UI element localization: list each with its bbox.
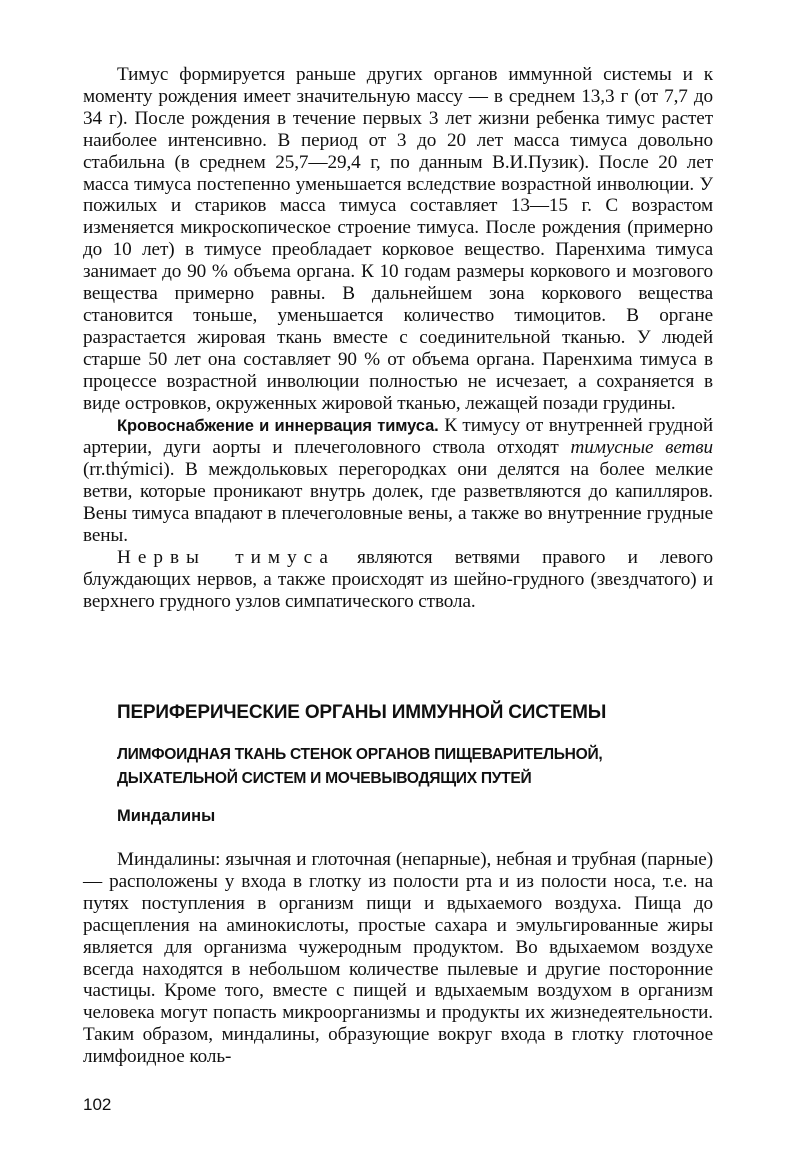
paragraph-thymus-age-changes: Тимус формируется раньше других органов иммунной системы и к моменту рождения имеет значительную массу — в среднем 13,3 г (от 7,7 до 34 г). После рождения в течение первых 3 лет жизни ребенка тимус растет наиболее интенсивно. В период от 3 до 20 лет масса тимуса довольно стабильна (в среднем 25,7—29,4 г, по данным В.И.Пузик). После 20 лет масса тимуса постепенно уменьшается вследствие возрастной инволюции. У пожилых и стариков масса тимуса составляет 13—15 г. С возрастом изменяется микроскопическое строение тимуса. После рождения (примерно до 10 лет) в тимусе преобладает корковое вещество. Паренхима тимуса занимает до 90 % объема органа. К 10 годам размеры коркового и мозгового вещества примерно равны. В дальнейшем зона коркового вещества становится тоньше, уменьшается количество тимоцитов. В органе разрастается жировая ткань вместе с соединительной тканью. У людей старше 50 лет она составляет 90 % от объема органа. Паренхима тимуса в процессе возрастной инволюции полностью не исчезает, а сохраняется в виде островков, окруженных жировой тканью, лежащей позади грудины. [83, 64, 713, 414]
page-number: 102 [83, 1095, 112, 1114]
text-segment: К тимусу от внутренней грудной артерии, дуги аорты и плечеголовного ствола отходят [83, 414, 713, 459]
italic-term: тимусные ветви [570, 437, 714, 459]
spaced-term: Нервы тимуса [117, 546, 335, 568]
section-heading [117, 743, 602, 791]
inline-heading-blood-supply: Кровоснабжение и иннервация тимуса. [117, 416, 439, 435]
paragraph-thymus-blood-supply [83, 415, 713, 547]
section-heading-line: ДЫХАТЕЛЬНОЙ СИСТЕМ И МОЧЕВЫВОДЯЩИХ ПУТЕЙ [117, 770, 532, 787]
paragraph-tonsils: Миндалины: язычная и глоточная (непарные), небная и трубная (парные) — расположены у входа в глотку из полости рта и из полости носа, т.е. на путях поступления в организм пищи и вдыхаемого воздуха. Пища до расщепления на аминокислоты, простые сахара и эмульгированные жиры является для организма чужеродным продуктом. Во вдыхаемом воздухе всегда находятся в небольшом количестве пылевые и другие посторонние частицы. Кроме того, вместе с пищей и вдыхаемым воздухом в организм человека могут попасть микроорганизмы и продукты их жизнедеятельности. Таким образом, миндалины, образующие вокруг входа в глотку глоточное лимфоидное коль- [83, 849, 713, 1068]
thymus-text-block [83, 64, 713, 613]
text-segment: (rr.thýmici). В междольковых перегородках они делятся на более мелкие ветви, которые проникают внутрь долек, где разветвляются до капилляров. Вены тимуса впадают в плечеголовные вены, а также во внутренние грудные вены. [83, 459, 713, 547]
section-heading-line: ЛИМФОИДНАЯ ТКАНЬ СТЕНОК ОРГАНОВ ПИЩЕВАРИТЕЛЬНОЙ, [117, 746, 603, 763]
chapter-heading: ПЕРИФЕРИЧЕСКИЕ ОРГАНЫ ИММУННОЙ СИСТЕМЫ [117, 702, 607, 723]
tonsils-text-block [83, 849, 713, 1068]
text-segment: являются ветвями правого и левого блуждающих нервов, а также происходят из шейно-грудного (звездчатого) и верхнего грудного узлов симпатического ствола. [83, 546, 714, 612]
paragraph-thymus-nerves [83, 547, 713, 613]
subsection-heading: Миндалины [117, 807, 216, 825]
